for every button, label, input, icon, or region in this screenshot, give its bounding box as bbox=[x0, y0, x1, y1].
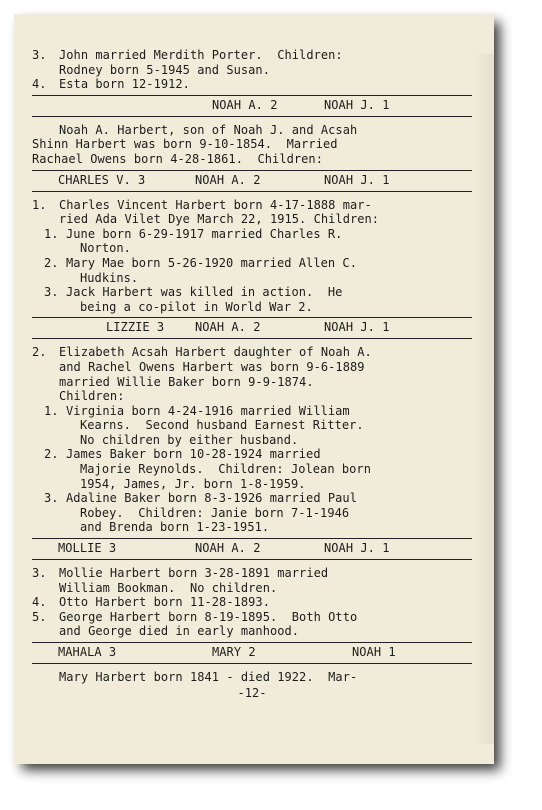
page-number: -12- bbox=[237, 685, 267, 700]
lizzie-entries bbox=[32, 345, 472, 535]
entry-text: William Bookman. No children. bbox=[59, 580, 278, 595]
entry-text: Jack Harbert was killed in action. He bbox=[66, 285, 343, 300]
entry-text: John married Merdith Porter. Children: bbox=[59, 48, 343, 62]
entry-number: 2. bbox=[44, 447, 59, 462]
entry-number: 2. bbox=[44, 255, 59, 270]
generation-header-charles bbox=[32, 170, 472, 192]
generation-header-mollie bbox=[32, 538, 472, 560]
entry-text: Kearns. Second husband Earnest Ritter. bbox=[80, 418, 364, 433]
generation-header-mahala bbox=[32, 642, 472, 664]
entry-line bbox=[32, 212, 472, 227]
entry-line bbox=[32, 375, 472, 390]
mollie-entries bbox=[32, 566, 472, 639]
generation-header-noah bbox=[32, 95, 472, 117]
entry-line bbox=[32, 227, 472, 242]
header-col-1: LIZZIE 3 bbox=[106, 320, 165, 335]
header-col-2: NOAH A. 2 bbox=[195, 320, 261, 335]
entry-text: Mollie Harbert born 3-28-1891 married bbox=[59, 566, 329, 581]
entry-line bbox=[32, 462, 472, 477]
entry-text: Robey. Children: Janie born 7-1-1946 bbox=[80, 505, 350, 520]
entry-line bbox=[32, 447, 472, 462]
entry-line bbox=[32, 418, 472, 433]
entry-number: 1. bbox=[44, 226, 59, 241]
entry-line bbox=[32, 491, 472, 506]
entry-line bbox=[32, 271, 472, 286]
entry-text: being a co-pilot in World War 2. bbox=[80, 299, 313, 314]
paragraph-line: Rachael Owens born 4-28-1861. Children: bbox=[32, 151, 323, 166]
entry-text: Charles Vincent Harbert born 4-17-1888 mar- bbox=[59, 197, 372, 212]
entry-text: George Harbert born 8-19-1895. Both Otto bbox=[59, 609, 358, 624]
entry-text: ried Ada Vilet Dye March 22, 1915. Children: bbox=[59, 212, 380, 227]
entry-number: 5. bbox=[32, 609, 47, 624]
entry-number: 1. bbox=[32, 197, 47, 212]
entry-text: Mary Mae born 5-26-1920 married Allen C. bbox=[66, 255, 357, 270]
entry-line bbox=[32, 63, 472, 78]
entry-number: 2. bbox=[32, 345, 47, 360]
paragraph-line: Noah A. Harbert, son of Noah J. and Acsah bbox=[59, 122, 358, 137]
entry-number: 4. bbox=[32, 77, 47, 92]
generation-header-lizzie bbox=[32, 317, 472, 339]
entry-line bbox=[32, 520, 472, 535]
entry-line bbox=[32, 477, 472, 492]
entry-text: Otto Harbert born 11-28-1893. bbox=[59, 595, 270, 610]
header-col-3: NOAH J. 1 bbox=[324, 97, 390, 112]
entry-text: June born 6-29-1917 married Charles R. bbox=[66, 226, 343, 241]
charles-entries bbox=[32, 198, 472, 315]
entry-text: Adaline Baker born 8-3-1926 married Paul bbox=[66, 491, 357, 506]
noah-paragraph bbox=[32, 123, 472, 167]
entry-line bbox=[32, 48, 472, 63]
entry-text: and Brenda born 1-23-1951. bbox=[80, 520, 270, 535]
entry-line bbox=[32, 404, 472, 419]
paragraph-line: Shinn Harbert was born 9-10-1854. Married bbox=[32, 137, 338, 152]
header-col-3: NOAH J. 1 bbox=[324, 172, 390, 187]
entry-number: 3. bbox=[32, 566, 47, 581]
entry-number: 1. bbox=[44, 403, 59, 418]
entry-text: Children: bbox=[59, 389, 125, 404]
entry-number: 3. bbox=[32, 48, 47, 62]
bleed-through-shade bbox=[472, 54, 494, 744]
header-col-1: MOLLIE 3 bbox=[58, 541, 117, 556]
entry-line bbox=[32, 433, 472, 448]
entry-line bbox=[32, 345, 472, 360]
entry-number: 3. bbox=[44, 285, 59, 300]
page-content bbox=[32, 48, 472, 700]
entry-line bbox=[32, 566, 472, 581]
entry-line bbox=[32, 300, 472, 315]
header-col-2: NOAH A. 2 bbox=[195, 172, 261, 187]
entry-text: Esta born 12-1912. bbox=[59, 77, 190, 92]
entry-line bbox=[32, 241, 472, 256]
header-col-2: MARY 2 bbox=[212, 645, 256, 659]
entry-line bbox=[32, 624, 472, 639]
entry-number: 4. bbox=[32, 595, 47, 610]
header-col-3: NOAH J. 1 bbox=[324, 541, 390, 556]
entry-text: Rodney born 5-1945 and Susan. bbox=[59, 62, 270, 77]
entry-text: James Baker born 10-28-1924 married bbox=[66, 447, 321, 462]
entry-line bbox=[32, 360, 472, 375]
document-page bbox=[14, 14, 494, 764]
header-col-1: MAHALA 3 bbox=[58, 645, 117, 659]
header-col-3: NOAH J. 1 bbox=[324, 320, 390, 335]
entry-line bbox=[32, 610, 472, 625]
header-col-2: NOAH A. 2 bbox=[212, 97, 278, 112]
header-col-1: CHARLES V. 3 bbox=[58, 172, 146, 187]
header-col-2: NOAH A. 2 bbox=[195, 541, 261, 556]
entry-line bbox=[32, 506, 472, 521]
entry-text: Virginia born 4-24-1916 married William bbox=[66, 403, 350, 418]
entry-line bbox=[32, 256, 472, 271]
header-col-3: NOAH 1 bbox=[352, 645, 396, 659]
mary-line: Mary Harbert born 1841 - died 1922. Mar- bbox=[59, 670, 358, 684]
entry-text: 1954, James, Jr. born 1-8-1959. bbox=[80, 476, 306, 491]
entry-text: and George died in early manhood. bbox=[59, 624, 300, 639]
entry-line bbox=[32, 389, 472, 404]
entry-line bbox=[32, 77, 472, 92]
entry-number: 3. bbox=[44, 491, 59, 506]
entry-line bbox=[32, 285, 472, 300]
entry-text: Elizabeth Acsah Harbert daughter of Noah A. bbox=[59, 345, 372, 360]
entry-text: married Willie Baker born 9-9-1874. bbox=[59, 374, 314, 389]
entry-text: No children by either husband. bbox=[80, 432, 299, 447]
entry-text: Hudkins. bbox=[80, 270, 139, 285]
entry-text: Majorie Reynolds. Children: Jolean born bbox=[80, 462, 371, 477]
entry-line bbox=[32, 581, 472, 596]
entry-line bbox=[32, 198, 472, 213]
entry-line bbox=[32, 595, 472, 610]
entry-text: Norton. bbox=[80, 241, 131, 256]
entry-text: and Rachel Owens Harbert was born 9-6-1889 bbox=[59, 359, 365, 374]
top-entries bbox=[32, 48, 472, 92]
